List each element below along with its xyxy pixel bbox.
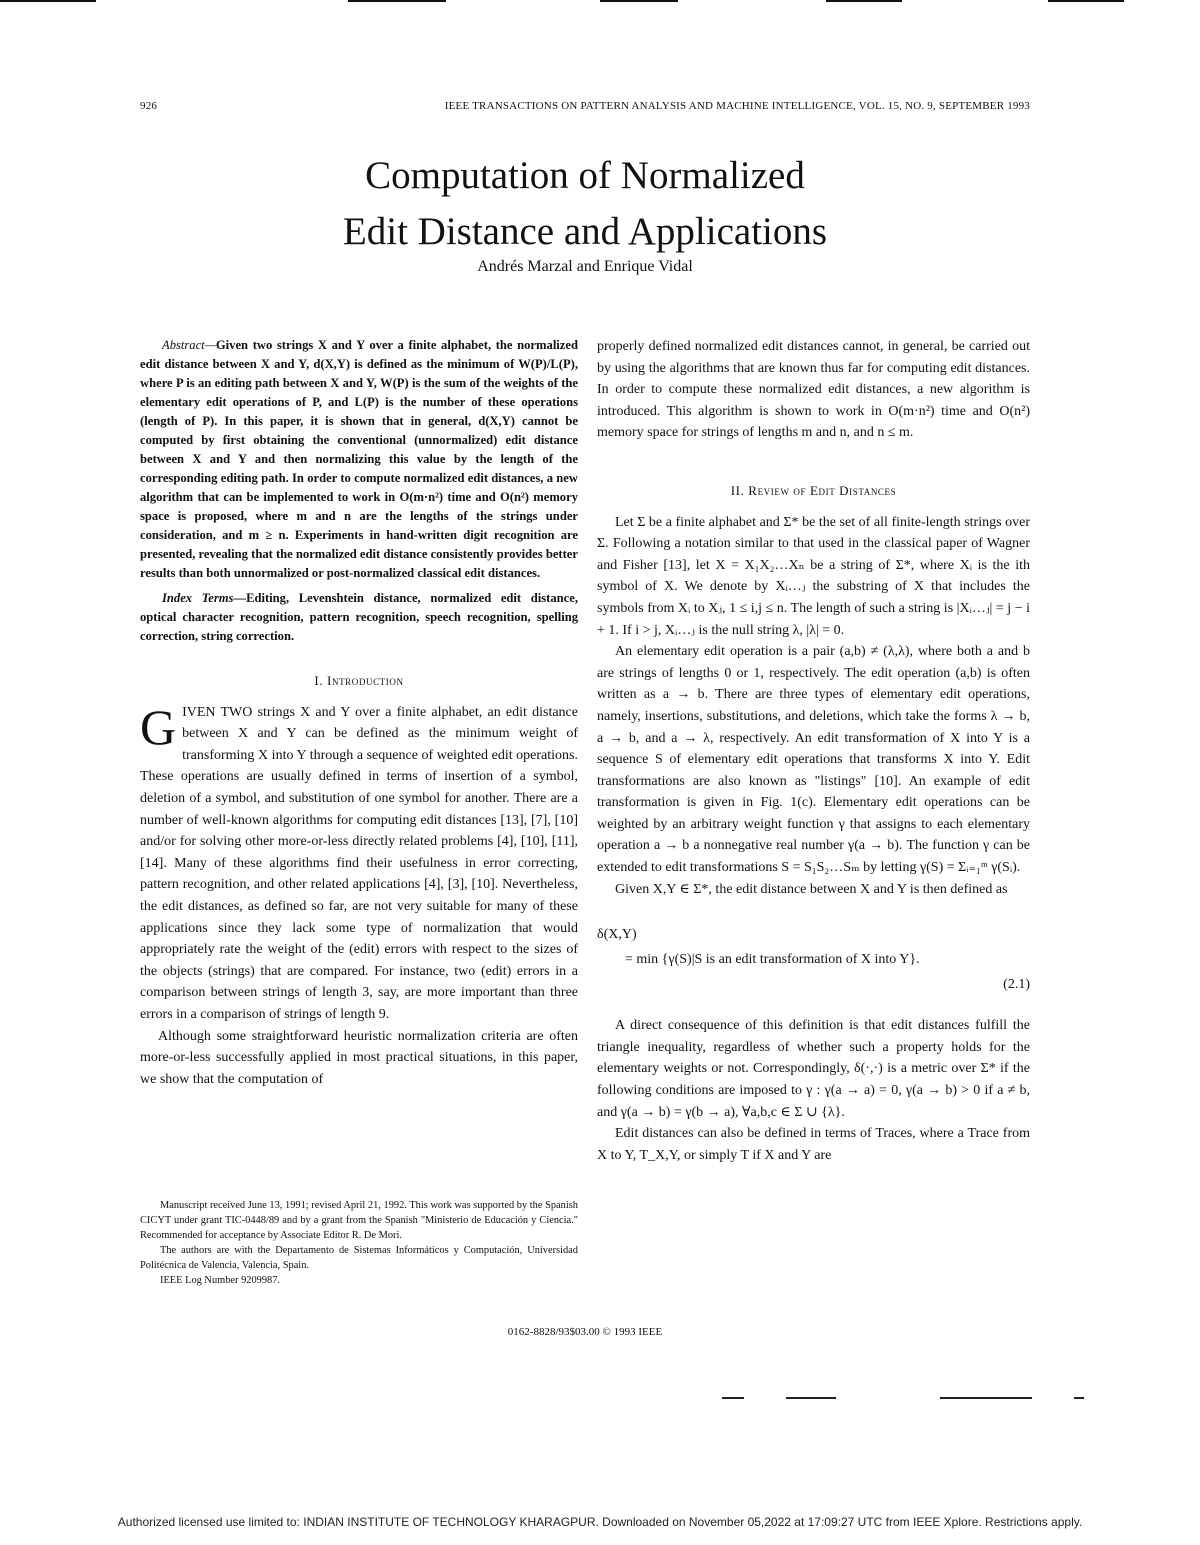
top-scan-rule-4 <box>826 0 902 2</box>
title-line-2: Edit Distance and Applications <box>342 210 828 253</box>
continuation-paragraph: properly defined normalized edit distances cannot, in general, be carried out by using the algorithms that are known thus far for computing edit distances. In order to compute these normalized edit distances, a new algorithm is introduced. This algorithm is shown to work in O(m·n²) time and O(n²) memory space for strings of lengths m and n, and n ≤ m. <box>597 339 1030 441</box>
bottom-scan-rule-4 <box>1074 1397 1084 1399</box>
footnotes <box>140 1198 578 1288</box>
top-scan-rule-1 <box>0 0 96 2</box>
abstract <box>140 336 578 583</box>
abstract-label: Abstract— <box>162 338 216 352</box>
page-number: 926 <box>140 100 158 112</box>
equation-lhs: δ(X,Y) <box>597 927 637 943</box>
copyright-line: 0162-8828/93$03.00 © 1993 IEEE <box>507 1326 663 1338</box>
index-terms <box>140 589 578 646</box>
bottom-scan-rule-3 <box>940 1397 1032 1399</box>
section-2-heading: II. Review of Edit Distances <box>730 482 897 498</box>
review-paragraph-3: Given X,Y ∈ Σ*, the edit distance between X and Y is then defined as <box>615 881 1008 897</box>
intro-paragraph-2: Although some straightforward heuristic normalization criteria are often more-or-less successfully applied in most practical situations, in this paper, we show that the computation of <box>140 1028 578 1087</box>
bottom-scan-rule-1 <box>722 1397 744 1399</box>
bottom-scan-rule-2 <box>786 1397 836 1399</box>
index-terms-label: Index Terms— <box>162 591 247 605</box>
review-paragraph-5: Edit distances can also be defined in terms of Traces, where a Trace from X to Y, T_X,Y, or simply T if X and Y are <box>597 1126 1030 1163</box>
right-column <box>597 336 1030 1166</box>
footnote-log-number: IEEE Log Number 9209987. <box>160 1275 281 1286</box>
section-1-heading: I. Introduction <box>314 673 404 688</box>
intro-paragraph-1-text: IVEN TWO strings X and Y over a finite alphabet, an edit distance between X and Y can be defined as the minimum weight of transforming X into Y through a sequence of weighted edit operations. These operations are usually defined in terms of insertion of a symbol, deletion of a symbol, and substitution of one symbol for another. There are a number of well-known algorithms for computing edit distances [13], [7], [10] and/or for solving other more-or-less directly related problems [4], [10], [11], [14]. Many of these algorithms find their usefulness in error correcting, pattern recognition, and other related applications [4], [3], [10]. Nevertheless, the edit distances, as defined so far, are not very suitable for many of these applications since they lack some type of normalization that would appropriately rate the weight of the (edit) errors with respect to the sizes of the objects (strings) that are compared. For instance, two (edit) errors in a comparison between strings of length 3, say, are more important than three errors in a comparison of strings of length 9. <box>140 704 578 1022</box>
authors: Andrés Marzal and Enrique Vidal <box>477 258 693 275</box>
review-paragraph-4: A direct consequence of this definition is that edit distances fulfill the triangle inequality, regardless of whether such a property holds for the elementary weights or not. Correspondingly, δ(·,·) is a metric over Σ* if the following conditions are imposed to γ : γ(a → a) = 0, γ(a → b) > 0 if a ≠ b, and γ(a → b) = γ(b → a), ∀a,b,c ∈ Σ ∪ {λ}. <box>597 1018 1030 1120</box>
running-head <box>140 100 1030 116</box>
equation-rhs: = min {γ(S)|S is an edit transformation of X into Y}. <box>625 952 920 968</box>
journal-header: IEEE TRANSACTIONS ON PATTERN ANALYSIS AND MACHINE INTELLIGENCE, VOL. 15, NO. 9, SEPTEMBER 1993 <box>444 100 1030 112</box>
footnote-manuscript: Manuscript received June 13, 1991; revised April 21, 1992. This work was supported by the Spanish CICYT under grant TIC-0448/89 and by a grant from the Spanish "Ministerio de Educación y Ciencia." Recommended for acceptance by Associate Editor R. De Mori. <box>140 1200 578 1241</box>
index-terms-text: Editing, Levenshtein distance, normalized edit distance, optical character recognition, pattern recognition, speech recognition, spelling correction, string correction. <box>140 591 578 643</box>
left-column <box>140 336 578 1090</box>
top-scan-rule-5 <box>1048 0 1124 2</box>
abstract-text: Given two strings X and Y over a finite alphabet, the normalized edit distance between X and Y, d(X,Y) is defined as the minimum of W(P)/L(P), where P is an editing path between X and Y, W(P) is the sum of the weights of the elementary edit operations of P, and L(P) is the number of these operations (length of P). In this paper, it is shown that in general, d(X,Y) cannot be computed by first obtaining the conventional (unnormalized) edit distance between X and Y and then normalizing this value by the length of the corresponding editing path. In order to compute normalized edit distances, a new algorithm that can be implemented to work in O(m·n²) time and O(n²) memory space is proposed, where m and n are the lengths of the strings under consideration, and m ≥ n. Experiments in hand-written digit recognition are presented, revealing that the normalized edit distance consistently provides better results than both unnormalized or post-normalized classical edit distances. <box>140 338 578 580</box>
review-paragraph-2: An elementary edit operation is a pair (a,b) ≠ (λ,λ), where both a and b are strings of lengths 0 or 1, respectively. The edit operation (a,b) is often written as a → b. There are three types of elementary edit operations, namely, insertions, substitutions, and deletions, which take the forms λ → b, a → b, and a → λ, respectively. An edit transformation of X into Y is a sequence S of elementary edit operations that transforms X into Y. Edit transformations are also known as "listings" [10]. An example of edit transformation is given in Fig. 1(c). Elementary edit operations can be weighted by an arbitrary weight function γ that assigns to each elementary operation a → b a nonnegative real number γ(a → b). The function γ can be extended to edit transformations S = S₁S₂…Sₘ by letting γ(S) = Σᵢ₌₁ᵐ γ(Sᵢ). <box>597 644 1030 876</box>
equation-number: (2.1) <box>1003 977 1030 993</box>
top-scan-rule-3 <box>600 0 678 2</box>
top-scan-rule-2 <box>348 0 446 2</box>
paper-title <box>140 148 1030 260</box>
intro-paragraph-1 <box>140 698 578 1026</box>
footnote-affiliation: The authors are with the Departamento de Sistemas Informáticos y Computación, Universidad Politécnica de Valencia, Valencia, Spain. <box>140 1245 578 1271</box>
title-line-1: Computation of Normalized <box>365 154 805 197</box>
drop-cap: G <box>140 698 177 755</box>
review-paragraph-1: Let Σ be a finite alphabet and Σ* be the set of all finite-length strings over Σ. Following a notation similar to that used in the classical paper of Wagner and Fisher [13], let X = X₁X₂…Xₙ be a string of Σ*, where Xᵢ is the ith symbol of X. We denote by Xᵢ…ⱼ the substring of X that includes the symbols from Xᵢ to Xⱼ, 1 ≤ i,j ≤ n. The length of such a string is |Xᵢ…ⱼ| = j − i + 1. If i > j, Xᵢ…ⱼ is the null string λ, |λ| = 0. <box>597 514 1030 638</box>
license-footer: Authorized licensed use limited to: INDIAN INSTITUTE OF TECHNOLOGY KHARAGPUR. Downloaded on November 05,2022 at 17:09:27 UTC from IEEE Xplore. Restrictions apply. <box>117 1515 1083 1529</box>
equation-2-1 <box>597 922 1030 997</box>
